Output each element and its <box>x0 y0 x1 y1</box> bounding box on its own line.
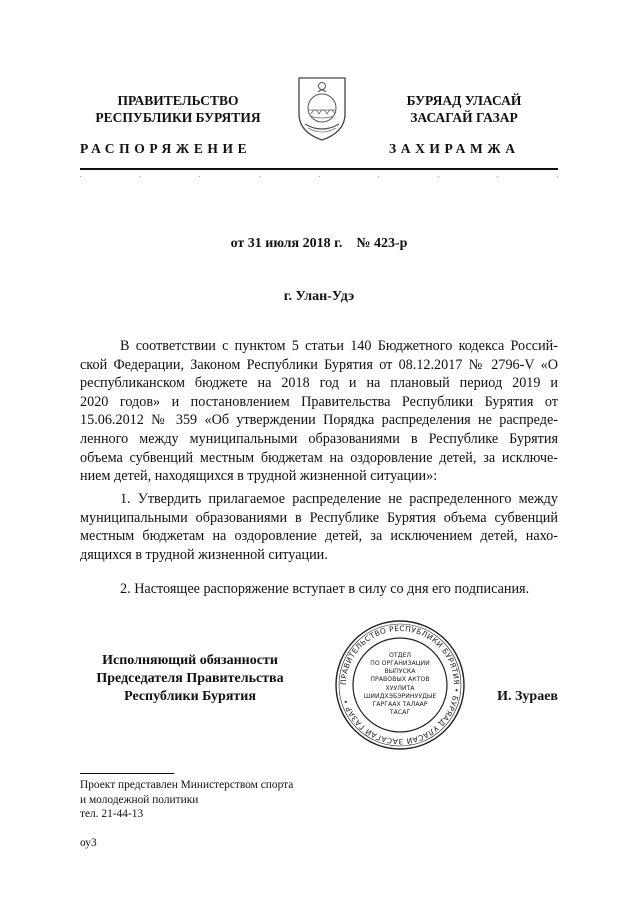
footer-note-line2: и молодежной политики <box>80 793 199 806</box>
doc-type-ru: РАСПОРЯЖЕНИЕ <box>80 141 252 156</box>
official-stamp <box>333 618 467 752</box>
doc-type-bua: ЗАХИРАМЖА <box>389 141 520 156</box>
header-divider <box>80 168 558 170</box>
signatory-title <box>80 652 300 706</box>
stamp-center-line: ГАРГААХ ТАЛААР <box>372 701 428 708</box>
government-name-bua-line1: БУРЯАД УЛАСАЙ <box>406 93 522 108</box>
government-name-ru <box>80 92 276 126</box>
document-city: г. Улан-Удэ <box>283 289 355 304</box>
government-name-ru-line1: ПРАВИТЕЛЬСТВО <box>117 93 239 108</box>
coat-of-arms-icon <box>295 70 349 144</box>
government-name-bua <box>370 92 558 126</box>
stamp-ring-text: ПРАВИТЕЛЬСТВО РЕСПУБЛИКИ БУРЯТИЯ • БУРЯАД УЛАСАЙ ЗАСАГАЙ ГАЗАР • <box>338 623 462 747</box>
stamp-center-line: ВЫПУСКА <box>384 668 416 675</box>
item-2-paragraph <box>80 580 558 599</box>
item-1-line: дящихся в трудной жизненной ситуации. <box>80 546 328 563</box>
coat-of-arms-emblem <box>295 70 349 144</box>
government-name-bua-line2: ЗАСАГАЙ ГАЗАР <box>410 110 518 125</box>
preamble-line: объема субвенций местным бюджетам на оздоровление детей, за исключе- <box>80 449 558 466</box>
stamp-center-line: ХУУЛИТА <box>385 685 415 692</box>
item-1-line: муниципальными образованиями в Республике Бурятия объема субвенций <box>80 509 558 526</box>
government-name-ru-line2: РЕСПУБЛИКИ БУРЯТИЯ <box>95 110 261 125</box>
footer-code: оу3 <box>80 836 97 849</box>
stamp-center-line: ШИИДХЭБЭРИНУУДЫЕ <box>363 693 437 700</box>
item-1-line: местным бюджетам на оздоровление детей, за исключением детей, нахо- <box>80 528 558 545</box>
preamble-line: ленного между муниципальными образованиями в Республике Бурятия <box>80 430 558 447</box>
stamp-center-line: ПРАВОВЫХ АКТОВ <box>370 676 430 683</box>
preamble-line: 2020 годов» и постановлением Правительства Республики Бурятия от <box>80 393 558 410</box>
signatory-title-line2: Председателя Правительства <box>96 671 284 686</box>
preamble-line: ской Федерации, Законом Республики Бурятия от 08.12.2017 № 2796-V «О <box>80 356 558 373</box>
item-1-paragraph <box>80 490 558 564</box>
stamp-seal-icon <box>333 618 467 752</box>
stamp-center-line: ПО ОРГАНИЗАЦИИ <box>370 660 430 667</box>
preamble-line: В соответствии с пунктом 5 статьи 140 Бюджетного кодекса Россий- <box>120 338 558 354</box>
header-dotted-line <box>80 176 558 180</box>
signatory-name: И. Зураев <box>497 689 558 704</box>
signatory-title-line3: Республики Бурятия <box>124 689 256 704</box>
preamble-paragraph <box>80 337 558 486</box>
item-2-line: 2. Настоящее распоряжение вступает в силу со дня его подписания. <box>120 581 530 597</box>
item-1-line: 1. Утвердить прилагаемое распределение не распределенного между <box>120 491 558 507</box>
preamble-line: республиканском бюджете на 2018 год и на плановый период 2019 и <box>80 375 558 392</box>
footer-note-line1: Проект представлен Министерством спорта <box>80 779 294 791</box>
preamble-line: нием детей, находящихся в трудной жизненной ситуации»: <box>80 468 438 485</box>
preamble-line: 15.06.2012 № 359 «Об утверждении Порядка распределения не распреде- <box>80 412 558 429</box>
stamp-center-line: ОТДЕЛ <box>388 652 412 659</box>
footer-note <box>80 778 293 850</box>
footer-divider <box>80 773 174 774</box>
stamp-center-line: ТАСАГ <box>389 709 411 716</box>
footer-phone: тел. 21-44-13 <box>80 808 144 820</box>
signatory-title-line1: Исполняющий обязанности <box>102 653 278 668</box>
document-date-number: от 31 июля 2018 г. № 423-р <box>230 236 408 251</box>
